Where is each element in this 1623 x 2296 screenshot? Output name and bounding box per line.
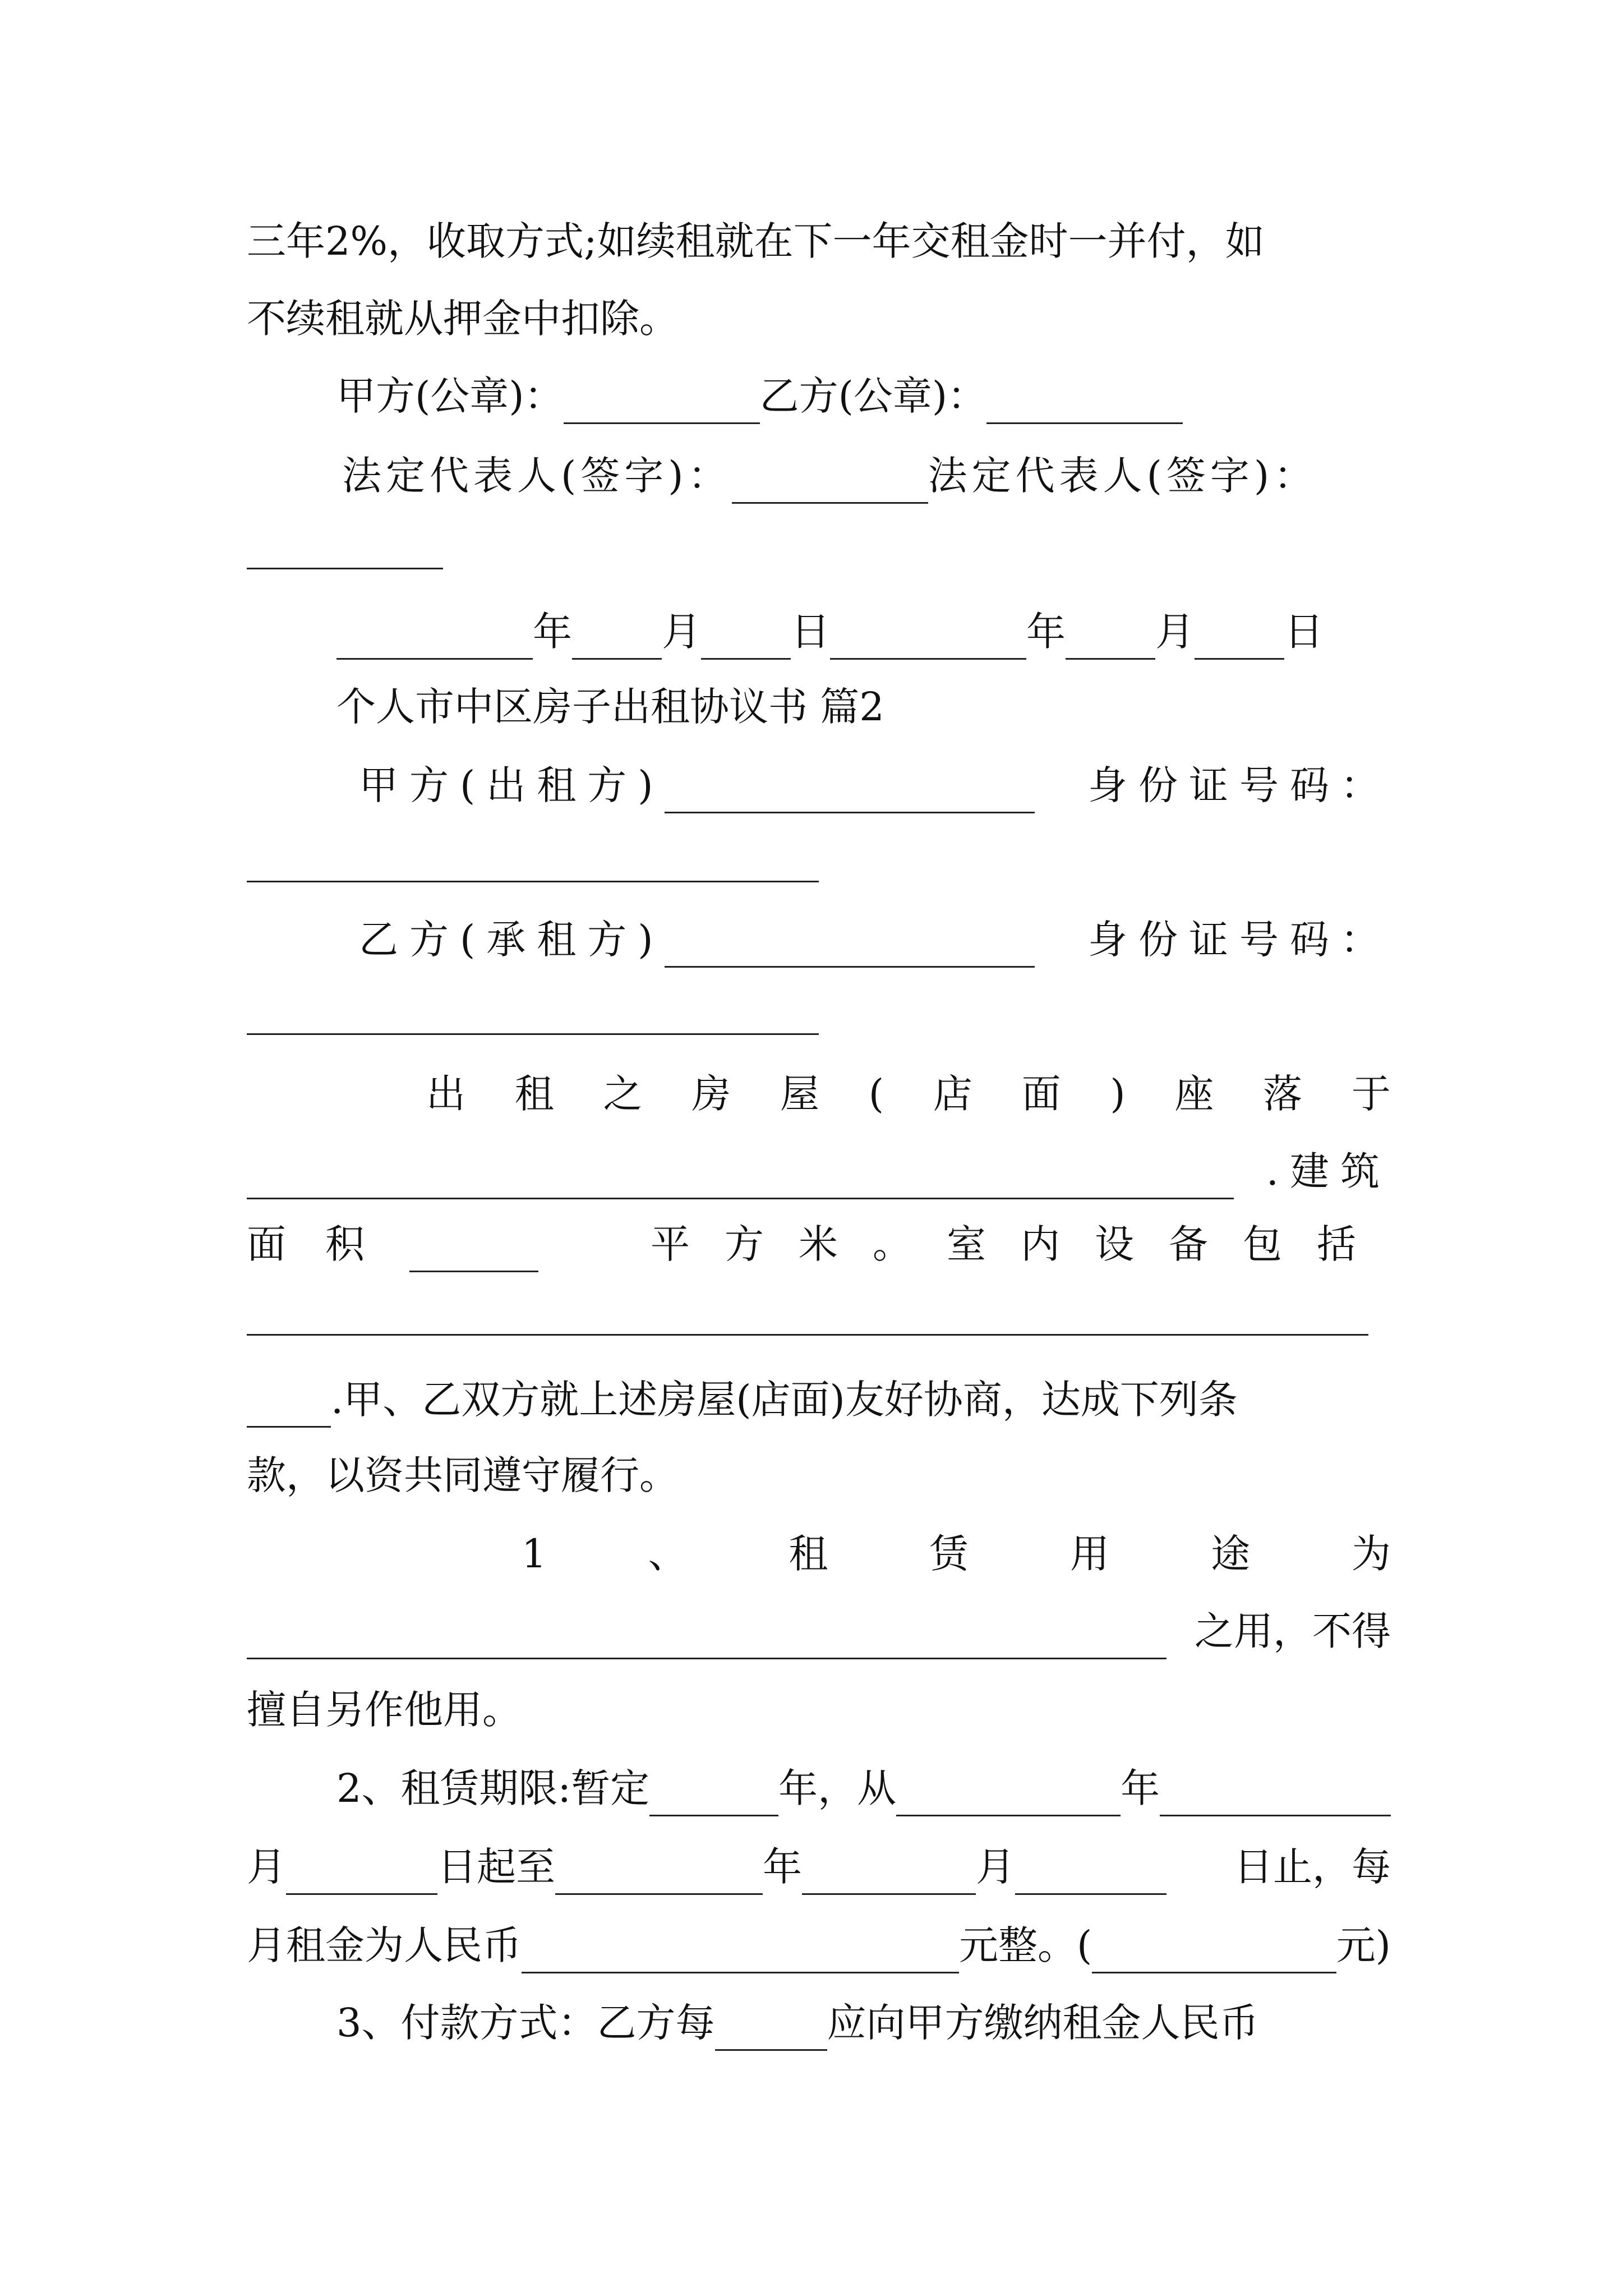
location-char: 于 <box>1351 1071 1391 1117</box>
party-b-lessee-label: 乙方(承租方) <box>359 917 665 963</box>
term-line-2 <box>247 1839 1391 1895</box>
rent-number-blank[interactable] <box>1092 1932 1336 1973</box>
rent-suffix: 元整。( <box>959 1922 1092 1968</box>
paragraph-line-1 <box>247 213 1391 269</box>
area-line <box>247 1216 1391 1272</box>
rent-line <box>247 1917 1391 1973</box>
term-start-month-blank[interactable] <box>1160 1775 1391 1816</box>
date-b-year-label: 年 <box>1026 609 1066 655</box>
date-a-year-blank[interactable] <box>336 619 533 660</box>
term-year: 年 <box>1121 1765 1160 1811</box>
term-end-day-blank[interactable] <box>1015 1854 1166 1895</box>
payment-suffix: 应向甲方缴纳租金人民币 <box>827 2000 1259 2046</box>
use-char: 1 <box>522 1531 547 1577</box>
rent-yuan: 元) <box>1336 1922 1391 1968</box>
area-blank[interactable] <box>409 1231 538 1272</box>
date-b-month-blank[interactable] <box>1066 619 1155 660</box>
legal-rep-a-blank[interactable] <box>732 463 928 504</box>
rent-prefix: 月租金为人民币 <box>247 1922 522 1968</box>
term-year-from: 年，从 <box>778 1765 897 1811</box>
location-char: 面 <box>1021 1071 1061 1117</box>
use-char: 途 <box>1211 1531 1251 1577</box>
location-char: 出 <box>426 1071 465 1117</box>
term-end-year-blank[interactable] <box>555 1854 763 1895</box>
use-tail-line <box>247 1682 1391 1738</box>
date-b-year-blank[interactable] <box>830 619 1026 660</box>
location-line <box>426 1066 1391 1122</box>
term-end-month-blank[interactable] <box>802 1854 976 1895</box>
date-a-year-label: 年 <box>533 609 572 655</box>
location-blank[interactable] <box>247 1158 1234 1199</box>
party-a-seal-blank[interactable] <box>564 383 760 424</box>
friendly-text: .甲、乙双方就上述房屋(店面)友好协商，达成下列条 <box>331 1377 1238 1423</box>
party-a-lessor-blank[interactable] <box>665 772 1035 813</box>
party-b-lessee-blank[interactable] <box>665 927 1035 968</box>
location-char: 座 <box>1174 1071 1214 1117</box>
comply-line <box>247 1447 1391 1503</box>
legal-rep-b-label: 法定代表人(签字)： <box>928 453 1318 499</box>
term-day-from: 日起至 <box>437 1844 555 1890</box>
area-suffix: 平方米。室内设备包括 <box>651 1221 1391 1267</box>
rent-amount-blank[interactable] <box>522 1932 959 1973</box>
term-line <box>247 1760 1391 1816</box>
location-char: 租 <box>514 1071 554 1117</box>
term-years-blank[interactable] <box>649 1775 778 1816</box>
party-a-seal-label: 甲方(公章)： <box>336 373 564 419</box>
date-a-month-label: 月 <box>662 609 701 655</box>
legal-rep-a-label: 法定代表人(签字)： <box>342 453 732 499</box>
payment-line <box>247 1995 1391 2051</box>
building-suffix: .建筑 <box>1266 1148 1391 1194</box>
date-a-day-blank[interactable] <box>701 619 791 660</box>
party-a-lessor-label: 甲方(出租方) <box>359 762 665 808</box>
date-a-day-label: 日 <box>791 609 830 655</box>
term-start-year-blank[interactable] <box>896 1775 1121 1816</box>
location-char: 之 <box>603 1071 643 1117</box>
use-char: 、 <box>648 1531 688 1577</box>
use-suffix-line <box>247 1603 1391 1659</box>
use-blank[interactable] <box>247 1618 1166 1659</box>
legal-rep-b-blank[interactable] <box>247 568 443 569</box>
payment-period-blank[interactable] <box>715 2010 827 2051</box>
use-char: 用 <box>1070 1531 1110 1577</box>
location-char: 落 <box>1263 1071 1303 1117</box>
area-prefix: 面积 <box>247 1221 404 1267</box>
party-b-id-label: 身份证号码： <box>1088 917 1391 963</box>
location-char: 屋 <box>780 1071 819 1117</box>
building-line <box>247 1143 1391 1199</box>
title-2: 个人市中区房子出租协议书 篇2 <box>336 684 884 730</box>
party-a-id-blank[interactable] <box>247 881 819 882</box>
use-suffix: 之用，不得 <box>1195 1608 1391 1654</box>
use-tail: 擅自另作他用。 <box>247 1687 522 1733</box>
section-title <box>336 679 1346 735</box>
text-line-2: 不续租就从押金中扣除。 <box>247 296 679 342</box>
party-a-id-label: 身份证号码： <box>1088 762 1391 808</box>
payment-prefix: 3、付款方式：乙方每 <box>336 2000 715 2046</box>
party-b-seal-blank[interactable] <box>986 383 1183 424</box>
text-line-1: 三年2%，收取方式;如续租就在下一年交租金时一并付，如 <box>247 218 1265 264</box>
term-prefix: 2、租赁期限:暂定 <box>336 1765 650 1811</box>
equipment-blank[interactable] <box>247 1334 1368 1336</box>
seal-line <box>336 368 1290 424</box>
location-char: ) <box>1110 1071 1126 1117</box>
term-month: 月 <box>247 1844 286 1890</box>
location-char: 房 <box>691 1071 731 1117</box>
date-line <box>336 604 1346 660</box>
party-b-seal-label: 乙方(公章)： <box>759 373 987 419</box>
date-b-day-label: 日 <box>1284 609 1324 655</box>
term-year2: 年 <box>763 1844 802 1890</box>
location-char: ( <box>868 1071 884 1117</box>
location-char: 店 <box>933 1071 972 1117</box>
date-b-month-label: 月 <box>1155 609 1195 655</box>
date-b-day-blank[interactable] <box>1195 619 1284 660</box>
party-b-lessee-line <box>359 912 1391 968</box>
term-month2: 月 <box>976 1844 1015 1890</box>
equipment-blank-tail[interactable] <box>247 1387 331 1428</box>
term-day-to: 日止，每 <box>1234 1844 1391 1890</box>
date-a-month-blank[interactable] <box>572 619 662 660</box>
friendly-line <box>247 1372 1391 1428</box>
paragraph-line-2 <box>247 291 1391 347</box>
use-char: 租 <box>789 1531 828 1577</box>
legal-rep-line <box>342 448 1391 504</box>
use-line <box>522 1526 1391 1582</box>
comply-text: 款，以资共同遵守履行。 <box>247 1452 679 1498</box>
use-char: 为 <box>1351 1531 1391 1577</box>
party-b-id-blank[interactable] <box>247 1033 819 1035</box>
use-char: 赁 <box>929 1531 969 1577</box>
party-a-lessor-line <box>359 757 1391 813</box>
term-start-day-blank[interactable] <box>286 1854 437 1895</box>
